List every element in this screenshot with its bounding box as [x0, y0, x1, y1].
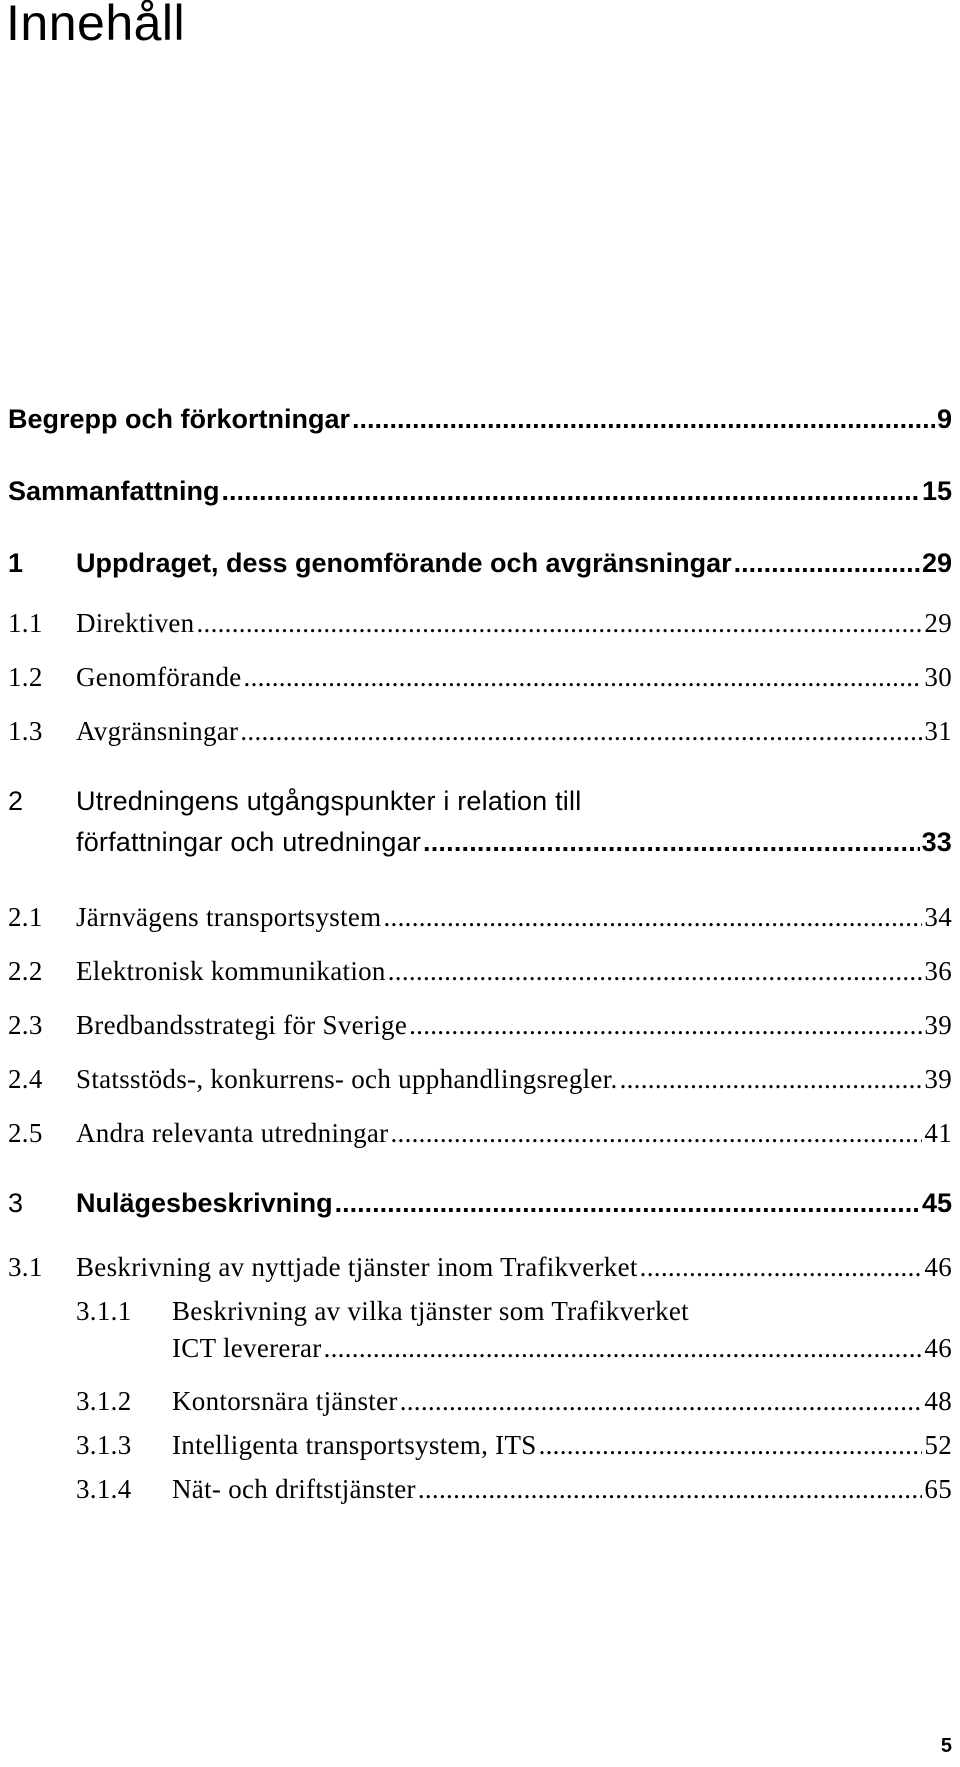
page-number: 5	[940, 1735, 952, 1757]
toc-entry-title: Kontorsnära tjänster	[172, 1386, 398, 1416]
toc-entry-number: 2.5	[8, 1118, 43, 1148]
toc-entry-chapter-2[interactable]	[8, 786, 952, 858]
dot-leader	[734, 548, 920, 579]
toc-entry-number: 2.4	[8, 1064, 43, 1094]
dot-leader	[352, 404, 935, 435]
toc-entry-title: Statsstöds-, konkurrens- och upphandlingsregler.	[76, 1064, 618, 1094]
toc-entry-number: 2.3	[8, 1010, 43, 1040]
toc-entry-2-3[interactable]	[8, 1010, 952, 1041]
toc-entry-title-line2: författningar och utredningar	[76, 827, 422, 857]
toc-entry-number: 3.1.1	[76, 1296, 132, 1326]
toc-entry-title: Intelligenta transportsystem, ITS	[172, 1430, 537, 1460]
toc-entry-title: Avgränsningar	[76, 716, 239, 746]
dot-leader	[244, 662, 923, 693]
toc-entry-2-1[interactable]	[8, 902, 952, 933]
toc-entry-title: Järnvägens transportsystem	[76, 902, 382, 932]
dot-leader	[384, 902, 923, 933]
dot-leader	[335, 1188, 920, 1219]
dot-leader	[222, 476, 920, 507]
dot-leader	[640, 1252, 923, 1283]
dot-leader	[196, 608, 922, 639]
toc-entry-1-2[interactable]	[8, 662, 952, 693]
toc-entry-title: Beskrivning av nyttjade tjänster inom Trafikverket	[76, 1252, 638, 1282]
toc-entry-chapter-1[interactable]	[8, 548, 952, 579]
toc-entry-number: 3.1	[8, 1252, 43, 1282]
toc-entry-title-line2: ICT levererar	[172, 1333, 322, 1363]
page-title: Innehåll	[6, 0, 186, 51]
toc-page-number: 65	[924, 1474, 952, 1504]
dot-leader	[539, 1430, 923, 1461]
toc-entry-title: Sammanfattning	[8, 476, 220, 506]
toc-page-number: 52	[924, 1430, 952, 1460]
toc-page-number: 34	[924, 902, 952, 932]
toc-page-number: 15	[921, 476, 952, 506]
dot-leader	[390, 1118, 922, 1149]
dot-leader	[324, 1333, 923, 1364]
toc-entry-number: 3.1.2	[76, 1386, 132, 1416]
toc-page-number: 39	[924, 1064, 952, 1094]
toc-page-number: 29	[924, 608, 952, 638]
toc-entry-1-1[interactable]	[8, 608, 952, 639]
toc-entry-number: 3.1.3	[76, 1430, 132, 1460]
toc-entry-3-1-3[interactable]	[76, 1430, 952, 1461]
toc-entry-sammanfattning[interactable]	[8, 476, 952, 507]
toc-page-number: 9	[936, 404, 952, 434]
dot-leader	[620, 1064, 923, 1095]
toc-page-number: 39	[924, 1010, 952, 1040]
toc-entry-3-1-2[interactable]	[76, 1386, 952, 1417]
toc-entry-1-3[interactable]	[8, 716, 952, 747]
toc-entry-3-1-4[interactable]	[76, 1474, 952, 1505]
toc-page-number: 29	[921, 548, 952, 578]
dot-leader	[423, 827, 920, 858]
toc-entry-number: 1.1	[8, 608, 43, 638]
toc-entry-title: Direktiven	[76, 608, 195, 638]
dot-leader	[409, 1010, 922, 1041]
toc-page-number: 41	[924, 1118, 952, 1148]
toc-entry-2-2[interactable]	[8, 956, 952, 987]
toc-entry-title-line1: Beskrivning av vilka tjänster som Trafikverket	[172, 1296, 689, 1326]
toc-entry-title: Begrepp och förkortningar	[8, 404, 351, 434]
toc-entry-title: Uppdraget, dess genomförande och avgränsningar	[76, 548, 732, 578]
toc-page-number: 45	[921, 1188, 952, 1218]
toc-entry-number: 1.3	[8, 716, 43, 746]
toc-entry-number: 1	[8, 548, 24, 578]
toc-entry-3-1-1[interactable]	[76, 1296, 952, 1364]
dot-leader	[418, 1474, 923, 1505]
dot-leader	[400, 1386, 923, 1417]
toc-entry-begrepp[interactable]	[8, 404, 952, 435]
toc-page-number: 30	[924, 662, 952, 692]
toc-entry-title: Nulägesbeskrivning	[76, 1188, 333, 1218]
toc-entry-2-5[interactable]	[8, 1118, 952, 1149]
toc-page-number: 33	[921, 827, 952, 857]
toc-page-number: 48	[924, 1386, 952, 1416]
toc-page-number: 31	[924, 716, 952, 746]
toc-entry-3-1[interactable]	[8, 1252, 952, 1283]
toc-entry-title: Elektronisk kommunikation	[76, 956, 386, 986]
toc-entry-title: Nät- och driftstjänster	[172, 1474, 416, 1504]
toc-entry-number: 2.1	[8, 902, 43, 932]
toc-entry-number: 1.2	[8, 662, 43, 692]
dot-leader	[388, 956, 923, 987]
toc-entry-number: 2.2	[8, 956, 43, 986]
toc-entry-number: 2	[8, 786, 24, 816]
toc-entry-2-4[interactable]	[8, 1064, 952, 1095]
toc-page-number: 46	[924, 1252, 952, 1282]
toc-entry-title-line1: Utredningens utgångspunkter i relation till	[76, 786, 582, 816]
dot-leader	[240, 716, 922, 747]
toc-page-number: 46	[924, 1333, 952, 1363]
toc-entry-title: Genomförande	[76, 662, 242, 692]
toc-page-number: 36	[924, 956, 952, 986]
toc-entry-number: 3.1.4	[76, 1474, 132, 1504]
toc-entry-title: Bredbandsstrategi för Sverige	[76, 1010, 408, 1040]
toc-entry-chapter-3[interactable]	[8, 1188, 952, 1219]
toc-entry-number: 3	[8, 1188, 24, 1218]
toc-entry-title: Andra relevanta utredningar	[76, 1118, 389, 1148]
